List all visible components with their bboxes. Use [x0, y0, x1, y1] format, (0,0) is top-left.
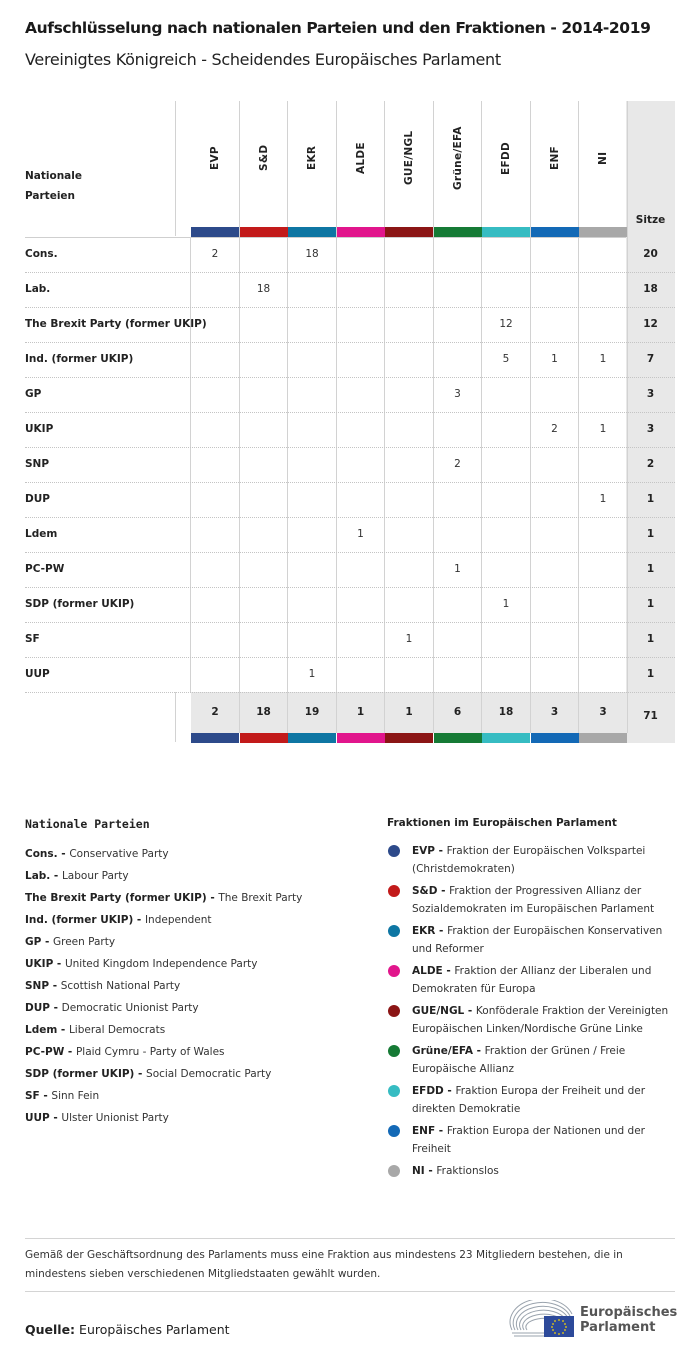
row-total-cell: 1	[646, 633, 655, 645]
row-total-cell: 2	[646, 458, 655, 470]
column-total-cell: 6	[453, 706, 462, 718]
party-abbreviation: Cons. -	[25, 848, 70, 860]
national-party-legend-item	[25, 997, 365, 1019]
political-group-legend-item	[387, 882, 677, 918]
row-party-label: PC-PW	[25, 563, 65, 575]
group-color-bar	[579, 227, 627, 237]
seat-count-cell: 2	[454, 458, 461, 470]
group-header-efdd: EFDD	[500, 141, 513, 175]
group-color-bar	[288, 227, 336, 237]
group-header-sd: S&D	[257, 144, 270, 171]
group-color-bar	[385, 227, 433, 237]
national-party-legend-item	[25, 1107, 365, 1129]
party-full-name: Sinn Fein	[51, 1090, 100, 1102]
group-color-dot-icon	[388, 885, 400, 897]
party-abbreviation: Lab. -	[25, 870, 62, 882]
group-color-bar	[191, 733, 239, 743]
political-group-legend-item	[387, 1162, 677, 1180]
page-subtitle: Vereinigtes Königreich - Scheidendes Europäisches Parlament	[25, 50, 501, 69]
seat-count-cell: 1	[551, 353, 558, 365]
column-total-cell: 2	[211, 706, 219, 718]
row-total-cell: 7	[646, 353, 655, 365]
sitze-column-background	[626, 101, 675, 743]
seat-count-cell: 5	[502, 353, 510, 365]
group-color-dot-icon	[388, 925, 400, 937]
group-abbreviation: EKR -	[412, 925, 448, 937]
column-divider	[530, 101, 531, 733]
political-group-legend-item	[387, 1042, 677, 1078]
group-full-name: Fraktion der Allianz der Liberalen und Demokraten für Europa	[412, 965, 652, 995]
party-full-name: Scottish National Party	[60, 980, 181, 992]
legend-national-parties	[25, 817, 365, 1129]
row-divider	[25, 412, 675, 413]
source-label: Quelle:	[25, 1322, 76, 1337]
party-abbreviation: GP -	[25, 936, 53, 948]
group-color-bar	[434, 733, 482, 743]
seat-count-cell: 1	[308, 668, 316, 680]
row-divider	[25, 517, 675, 518]
column-divider	[336, 101, 337, 733]
column-total-cell: 1	[356, 706, 365, 718]
group-color-bar	[482, 733, 530, 743]
national-party-legend-item	[25, 1019, 365, 1041]
row-divider	[25, 272, 675, 273]
party-abbreviation: Ldem -	[25, 1024, 69, 1036]
row-divider	[25, 657, 675, 658]
national-parties-header: Nationale Parteien	[25, 170, 82, 202]
sitze-header: Sitze	[635, 214, 666, 226]
party-full-name: Green Party	[52, 936, 116, 948]
seat-count-cell: 1	[599, 423, 607, 435]
divider	[25, 1238, 675, 1239]
party-abbreviation: SF -	[25, 1090, 52, 1102]
national-party-legend-item	[25, 909, 365, 931]
national-party-legend-item	[25, 865, 365, 887]
group-full-name: Fraktion der Europäischen Konservativen und Reformer	[412, 925, 663, 955]
row-total-cell: 20	[643, 248, 658, 260]
group-abbreviation: Grüne/EFA -	[412, 1045, 485, 1057]
group-full-name: Fraktion der Grünen / Freie Europäische Allianz	[412, 1045, 626, 1075]
column-divider	[175, 692, 176, 742]
national-party-legend-item	[25, 953, 365, 975]
group-color-bar	[240, 733, 288, 743]
logo-line2: Parlament	[580, 1320, 656, 1335]
national-party-legend-item	[25, 843, 365, 865]
party-full-name: Conservative Party	[69, 848, 169, 860]
group-abbreviation: S&D -	[412, 885, 450, 897]
row-total-cell: 1	[646, 493, 655, 505]
row-party-label: Lab.	[25, 283, 51, 295]
seat-count-cell: 1	[599, 493, 607, 505]
column-divider	[239, 101, 240, 733]
national-party-legend-item	[25, 931, 365, 953]
row-total-cell: 1	[646, 563, 655, 575]
column-divider	[433, 101, 434, 733]
group-color-bar	[191, 227, 239, 237]
page-title: Aufschlüsselung nach nationalen Parteien und den Fraktionen - 2014-2019	[25, 19, 651, 37]
party-abbreviation: UUP -	[25, 1112, 62, 1124]
group-header-alde: ALDE	[354, 142, 367, 174]
group-abbreviation: EVP -	[412, 845, 447, 857]
source-line	[25, 1322, 230, 1337]
row-divider	[25, 552, 675, 553]
row-total-cell: 3	[646, 388, 655, 400]
party-abbreviation: Ind. (former UKIP) -	[25, 914, 145, 926]
column-total-cell: 18	[498, 706, 514, 718]
group-full-name: Fraktion der Progressiven Allianz der Sozialdemokraten im Europäischen Parlament	[412, 885, 655, 915]
seat-count-cell: 1	[454, 563, 461, 575]
row-party-label: The Brexit Party (former UKIP)	[25, 318, 207, 330]
row-total-cell: 3	[646, 423, 655, 435]
seat-count-cell: 1	[502, 598, 510, 610]
row-party-label: GP	[25, 388, 42, 400]
row-party-label: Cons.	[25, 248, 58, 260]
party-abbreviation: The Brexit Party (former UKIP) -	[25, 892, 219, 904]
party-full-name: Ulster Unionist Party	[61, 1112, 169, 1124]
group-header-enf: ENF	[548, 145, 561, 170]
row-total-cell: 12	[643, 318, 658, 330]
party-abbreviation: SDP (former UKIP) -	[25, 1068, 147, 1080]
row-total-cell: 1	[646, 528, 655, 540]
row-divider	[25, 447, 675, 448]
political-group-legend-item	[387, 962, 677, 998]
header-divider	[25, 237, 626, 238]
political-group-legend-item	[387, 1082, 677, 1118]
group-color-bar	[288, 733, 336, 743]
group-header-evp: EVP	[209, 146, 222, 170]
group-color-dot-icon	[388, 1045, 400, 1057]
group-color-dot-icon	[388, 1005, 400, 1017]
national-party-legend-item	[25, 887, 365, 909]
group-full-name: Fraktionslos	[436, 1165, 499, 1177]
group-color-dot-icon	[388, 845, 400, 857]
party-full-name: Labour Party	[61, 870, 129, 882]
party-full-name: United Kingdom Independence Party	[64, 958, 258, 970]
party-full-name: Plaid Cymru - Party of Wales	[75, 1046, 225, 1058]
row-party-label: SDP (former UKIP)	[25, 598, 135, 610]
party-full-name: Democratic Unionist Party	[61, 1002, 199, 1014]
column-divider	[578, 101, 579, 733]
group-full-name: Fraktion der Europäischen Volkspartei (Christdemokraten)	[412, 845, 646, 875]
row-total-cell: 18	[643, 283, 658, 295]
party-full-name: Social Democratic Party	[146, 1068, 272, 1080]
footnote: Gemäß der Geschäftsordnung des Parlaments muss eine Fraktion aus mindestens 23 Mitgliedern bestehen, die in mindestens sieben verschiedenen Mitgliedstaaten gewählt wurden.	[25, 1249, 623, 1280]
party-full-name: Liberal Democrats	[68, 1024, 166, 1036]
seat-count-cell: 3	[454, 388, 461, 400]
party-abbreviation: PC-PW -	[25, 1046, 76, 1058]
source-value: Europäisches Parlament	[79, 1322, 230, 1337]
legend-political-groups	[387, 817, 677, 1184]
group-header-ni: NI	[597, 151, 610, 165]
row-party-label: Ldem	[25, 528, 58, 540]
row-total-cell: 1	[646, 598, 655, 610]
row-divider	[25, 482, 675, 483]
political-group-legend-item	[387, 1122, 677, 1158]
group-color-bar	[531, 733, 579, 743]
national-party-legend-item	[25, 1085, 365, 1107]
group-header-ekr: EKR	[306, 145, 319, 170]
group-color-bar	[531, 227, 579, 237]
seat-count-cell: 18	[305, 248, 319, 260]
row-party-label: UKIP	[25, 423, 54, 435]
row-divider	[25, 692, 675, 693]
group-abbreviation: NI -	[412, 1165, 437, 1177]
political-group-legend-item	[387, 922, 677, 958]
seat-count-cell: 1	[357, 528, 364, 540]
national-party-legend-item	[25, 1063, 365, 1085]
column-divider	[287, 101, 288, 733]
party-abbreviation: SNP -	[25, 980, 61, 992]
logo-text	[580, 1305, 677, 1335]
seat-count-cell: 2	[551, 423, 558, 435]
seat-count-cell: 1	[599, 353, 607, 365]
legend-national-parties-title: Nationale Parteien	[25, 817, 150, 831]
row-party-label: Ind. (former UKIP)	[25, 353, 134, 365]
group-abbreviation: ALDE -	[412, 965, 455, 977]
row-divider	[25, 622, 675, 623]
row-total-cell: 1	[646, 668, 655, 680]
political-group-legend-item	[387, 1002, 677, 1038]
row-divider	[25, 587, 675, 588]
seat-count-cell: 18	[256, 283, 271, 295]
column-total-cell: 18	[256, 706, 271, 718]
column-divider	[190, 237, 191, 692]
party-abbreviation: DUP -	[25, 1002, 62, 1014]
row-party-label: SNP	[25, 458, 50, 470]
group-abbreviation: EFDD -	[412, 1085, 456, 1097]
row-party-label: DUP	[25, 493, 50, 505]
column-total-cell: 3	[550, 706, 559, 718]
party-full-name: The Brexit Party	[218, 892, 303, 904]
group-color-bar	[385, 733, 433, 743]
party-full-name: Independent	[144, 914, 212, 926]
national-party-legend-item	[25, 1041, 365, 1063]
group-header-grneefa: Grüne/EFA	[451, 126, 464, 190]
group-abbreviation: GUE/NGL -	[412, 1005, 476, 1017]
group-color-dot-icon	[388, 1085, 400, 1097]
group-color-bar	[434, 227, 482, 237]
group-color-bar	[240, 227, 288, 237]
column-divider	[481, 101, 482, 733]
row-divider	[25, 307, 675, 308]
group-color-bar	[337, 733, 385, 743]
row-party-label: UUP	[25, 668, 50, 680]
national-party-legend-item	[25, 975, 365, 997]
seat-count-cell: 1	[405, 633, 413, 645]
group-full-name: Konföderale Fraktion der Vereinigten Europäischen Linken/Nordische Grüne Linke	[412, 1005, 669, 1035]
logo-line1: Europäisches	[580, 1305, 678, 1320]
group-color-dot-icon	[388, 1165, 400, 1177]
group-color-bar	[579, 733, 627, 743]
grand-total-cell: 71	[643, 710, 658, 722]
political-group-legend-item	[387, 842, 677, 878]
seat-count-cell: 12	[499, 318, 513, 330]
column-total-cell: 3	[599, 706, 607, 718]
row-divider	[25, 377, 675, 378]
hemicycle-icon	[508, 1300, 578, 1340]
group-full-name: Fraktion Europa der Nationen und der Freiheit	[412, 1125, 645, 1155]
group-color-bar	[337, 227, 385, 237]
group-color-dot-icon	[388, 965, 400, 977]
row-party-label: SF	[25, 633, 40, 645]
seat-count-cell: 2	[211, 248, 219, 260]
legend-political-groups-title: Fraktionen im Europäischen Parlament	[387, 817, 617, 829]
group-abbreviation: ENF -	[412, 1125, 447, 1137]
column-total-cell: 1	[405, 706, 413, 718]
ep-logo[interactable]	[508, 1300, 678, 1340]
group-color-bar	[482, 227, 530, 237]
group-full-name: Fraktion Europa der Freiheit und der direkten Demokratie	[412, 1085, 646, 1115]
group-color-dot-icon	[388, 1125, 400, 1137]
row-divider	[25, 342, 675, 343]
column-total-cell: 19	[304, 706, 320, 718]
group-header-guengl: GUE/NGL	[403, 130, 416, 185]
column-divider	[175, 101, 176, 236]
divider	[25, 1291, 675, 1292]
party-abbreviation: UKIP -	[25, 958, 65, 970]
